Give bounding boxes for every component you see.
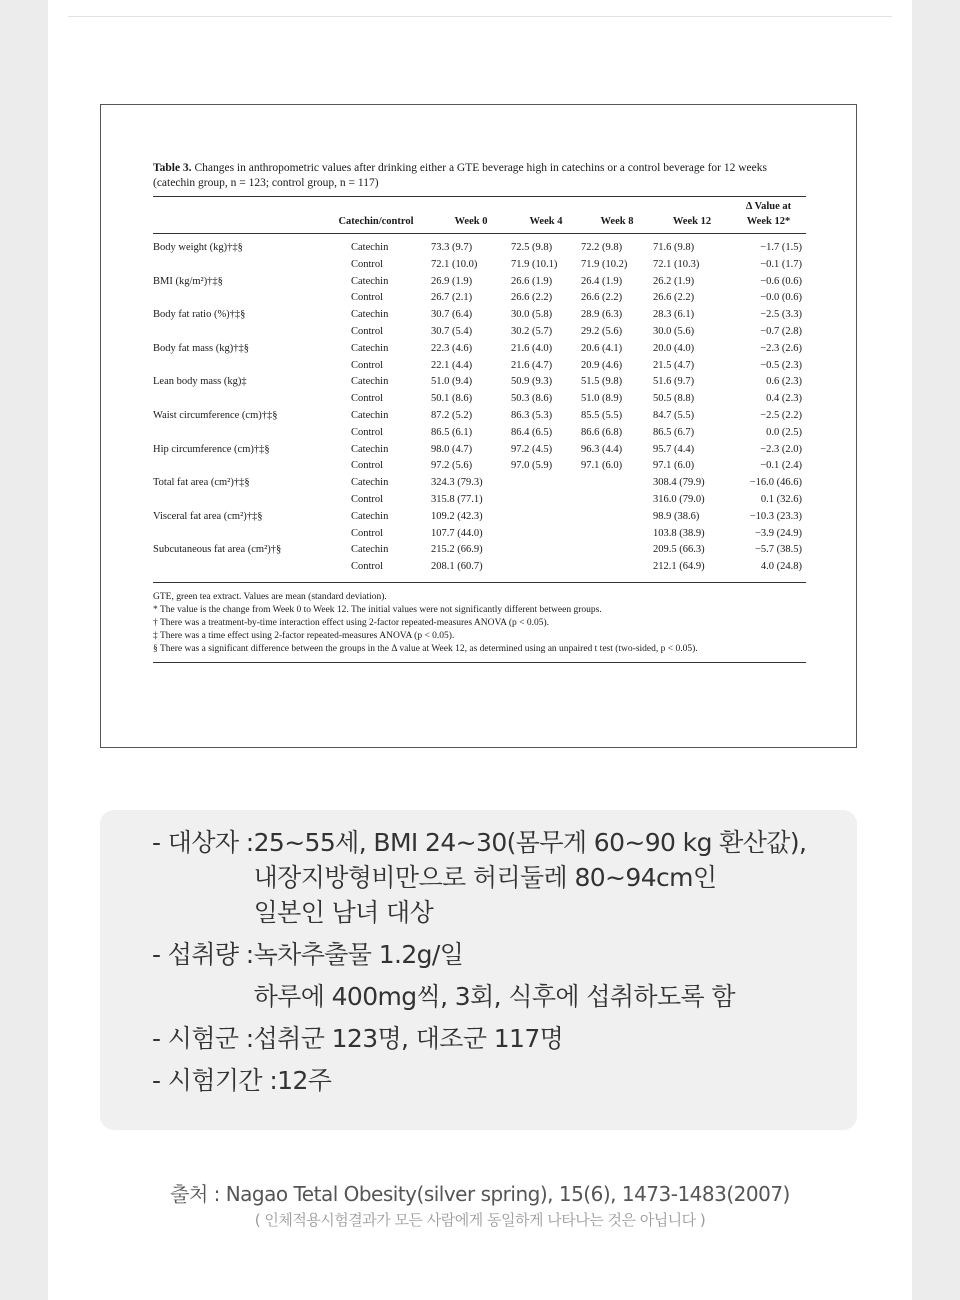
- table-row: [153, 374, 806, 391]
- cell-delta: −0.0 (0.6): [760, 292, 802, 304]
- cell-week0: 208.1 (60.7): [431, 561, 483, 573]
- cell-week0: 109.2 (42.3): [431, 510, 483, 522]
- cell-week12: 50.5 (8.8): [653, 393, 695, 405]
- cell-week4: 26.6 (1.9): [511, 275, 553, 287]
- cell-week12: 71.6 (9.8): [653, 242, 695, 253]
- cell-delta: −0.6 (0.6): [760, 275, 802, 287]
- groups-label: - 시험군 :: [152, 1024, 254, 1053]
- cell-week8: 85.5 (5.5): [581, 409, 623, 421]
- cell-week12: 51.6 (9.7): [653, 376, 695, 388]
- table-row: [153, 526, 806, 543]
- cell-group: Control: [351, 292, 384, 304]
- table-caption: [153, 161, 806, 191]
- cell-group: Control: [351, 426, 384, 438]
- table-row: [153, 442, 806, 459]
- groups-row: [152, 1022, 857, 1056]
- intake-line: 하루에 400mg씩, 3회, 식후에 섭취하도록 함: [253, 982, 735, 1011]
- cell-week12: 209.5 (66.3): [653, 544, 705, 556]
- cell-delta: −2.3 (2.6): [760, 342, 802, 354]
- cell-delta: −0.1 (2.4): [760, 460, 802, 472]
- study-info-box: [100, 810, 857, 1130]
- header-delta: [731, 197, 806, 234]
- subjects-line: 일본인 남녀 대상: [253, 898, 434, 927]
- cell-group: Catechin: [351, 477, 389, 489]
- cell-variable: [153, 425, 321, 442]
- cell-week8: 20.9 (4.6): [581, 359, 623, 371]
- table-row: [153, 391, 806, 408]
- disclaimer-text: ( 인체적용시험결과가 모든 사람에게 동일하게 나타나는 것은 아닙니다 ): [254, 1211, 706, 1229]
- cell-week4: [511, 492, 581, 509]
- cell-delta: −0.1 (1.7): [760, 258, 802, 270]
- study-table-figure: [100, 104, 857, 748]
- cell-group: Catechin: [351, 309, 389, 321]
- cell-variable: Waist circumference (cm)†‡§: [153, 409, 278, 421]
- header-delta-line2: Week 12*: [746, 216, 791, 227]
- period-row: [152, 1064, 857, 1098]
- cell-week0: 22.3 (4.6): [431, 342, 473, 354]
- cell-week8: [581, 526, 653, 543]
- cell-week0: 86.5 (6.1): [431, 426, 473, 438]
- cell-variable: [153, 526, 321, 543]
- cell-week12: 212.1 (64.9): [653, 561, 705, 573]
- cell-group: Catechin: [351, 376, 389, 388]
- cell-week8: [581, 559, 653, 576]
- anthropometric-table: [153, 197, 806, 583]
- cell-delta: −2.3 (2.0): [760, 443, 802, 455]
- table-row: [153, 290, 806, 307]
- cell-week8: 71.9 (10.2): [581, 258, 628, 270]
- cell-week8: 20.6 (4.1): [581, 342, 623, 354]
- table-row: [153, 341, 806, 358]
- table-body: [153, 240, 806, 576]
- intake-row: [152, 938, 857, 1014]
- cell-delta: 0.4 (2.3): [766, 393, 802, 405]
- cell-week4: [511, 475, 581, 492]
- intake-line: 녹차추출물 1.2g/일: [253, 940, 464, 969]
- period-value: 12주: [277, 1066, 332, 1095]
- cell-week12: 308.4 (79.9): [653, 477, 705, 489]
- cell-week8: 51.0 (8.9): [581, 393, 623, 405]
- cell-group: Control: [351, 393, 384, 405]
- table-row: [153, 542, 806, 559]
- header-delta-line1: Δ Value at: [745, 201, 792, 212]
- header-variable: [153, 197, 321, 234]
- subjects-value: [254, 826, 807, 930]
- cell-week0: 87.2 (5.2): [431, 409, 473, 421]
- cell-delta: −1.7 (1.5): [760, 242, 802, 253]
- subjects-line: 25~55세, BMI 24~30(몸무게 60~90 kg 환산값),: [253, 828, 807, 857]
- period-label: - 시험기간 :: [152, 1066, 278, 1095]
- cell-week0: 107.7 (44.0): [431, 527, 483, 539]
- cell-week8: 26.6 (2.2): [581, 292, 623, 304]
- table-row: [153, 307, 806, 324]
- table-note: GTE, green tea extract. Values are mean (standard deviation).: [153, 591, 387, 602]
- cell-week0: 22.1 (4.4): [431, 359, 473, 371]
- cell-week4: 30.0 (5.8): [511, 309, 553, 321]
- cell-variable: Total fat area (cm²)†‡§: [153, 477, 250, 489]
- cell-variable: Hip circumference (cm)†‡§: [153, 443, 270, 455]
- cell-week0: 215.2 (66.9): [431, 544, 483, 556]
- header-week4: Week 4: [529, 216, 563, 227]
- table-row: [153, 274, 806, 291]
- source-citation: 출처 : Nagao Tetal Obesity(silver spring), 15(6), 1473-1483(2007): [170, 1182, 790, 1206]
- cell-week0: 315.8 (77.1): [431, 493, 483, 505]
- cell-variable: Body fat mass (kg)†‡§: [153, 342, 249, 354]
- cell-group: Catechin: [351, 510, 389, 522]
- groups-value: 섭취군 123명, 대조군 117명: [253, 1024, 564, 1053]
- cell-week0: 30.7 (5.4): [431, 325, 473, 337]
- table-row: [153, 257, 806, 274]
- cell-week0: 72.1 (10.0): [431, 258, 478, 270]
- cell-week12: 98.9 (38.6): [653, 510, 700, 522]
- table-note: † There was a treatment-by-time interaction effect using 2-factor repeated-measures ANOVA (p < 0.05).: [153, 617, 550, 628]
- cell-delta: −2.5 (2.2): [760, 409, 802, 421]
- content-page: [48, 0, 912, 1300]
- cell-variable: [153, 257, 321, 274]
- table-row: [153, 475, 806, 492]
- cell-week8: 72.2 (9.8): [581, 242, 623, 253]
- cell-group: Catechin: [351, 242, 389, 253]
- cell-delta: −0.7 (2.8): [760, 325, 802, 337]
- cell-group: Control: [351, 359, 384, 371]
- cell-week4: [511, 509, 581, 526]
- cell-week8: [581, 475, 653, 492]
- cell-variable: [153, 492, 321, 509]
- cell-variable: [153, 559, 321, 576]
- cell-week0: 98.0 (4.7): [431, 443, 473, 455]
- header-group: Catechin/control: [338, 216, 414, 227]
- cell-delta: −5.7 (38.5): [754, 544, 802, 556]
- cell-week12: 72.1 (10.3): [653, 258, 700, 270]
- cell-week12: 21.5 (4.7): [653, 359, 695, 371]
- table-note: ‡ There was a time effect using 2-factor repeated-measures ANOVA (p < 0.05).: [153, 630, 455, 641]
- intake-label: - 섭취량 :: [152, 940, 254, 969]
- cell-week4: 86.4 (6.5): [511, 426, 553, 438]
- subjects-line: 내장지방형비만으로 허리둘레 80~94cm인: [253, 863, 717, 892]
- header-week0: Week 0: [454, 216, 488, 227]
- cell-week12: 86.5 (6.7): [653, 426, 695, 438]
- cell-week8: [581, 542, 653, 559]
- cell-week4: 72.5 (9.8): [511, 242, 553, 253]
- header-week8: Week 8: [600, 216, 634, 227]
- cell-week12: 28.3 (6.1): [653, 309, 695, 321]
- header-week12: Week 12: [672, 216, 712, 227]
- cell-group: Control: [351, 258, 384, 270]
- top-divider: [68, 16, 892, 17]
- subjects-label: - 대상자 :: [152, 828, 254, 857]
- cell-week4: 97.0 (5.9): [511, 460, 553, 472]
- cell-week12: 84.7 (5.5): [653, 409, 695, 421]
- cell-week12: 26.2 (1.9): [653, 275, 695, 287]
- cell-week8: 26.4 (1.9): [581, 275, 623, 287]
- cell-delta: 0.6 (2.3): [766, 376, 802, 388]
- cell-week12: 30.0 (5.6): [653, 325, 695, 337]
- cell-week12: 103.8 (38.9): [653, 527, 705, 539]
- cell-variable: Subcutaneous fat area (cm²)†§: [153, 544, 282, 556]
- cell-group: Control: [351, 527, 384, 539]
- cell-variable: Lean body mass (kg)‡: [153, 376, 247, 388]
- table-row: [153, 509, 806, 526]
- cell-variable: [153, 290, 321, 307]
- cell-group: Catechin: [351, 544, 389, 556]
- cell-group: Control: [351, 460, 384, 472]
- cell-week8: 96.3 (4.4): [581, 443, 623, 455]
- cell-variable: Body weight (kg)†‡§: [153, 242, 243, 253]
- cell-week8: 86.6 (6.8): [581, 426, 623, 438]
- cell-week4: 30.2 (5.7): [511, 325, 553, 337]
- cell-week8: [581, 509, 653, 526]
- table-caption-label: Table 3.: [153, 162, 192, 174]
- table-row: [153, 458, 806, 475]
- cell-week8: [581, 492, 653, 509]
- cell-week4: 21.6 (4.0): [511, 342, 553, 354]
- table-caption-text: Changes in anthropometric values after drinking either a GTE beverage high in catechins or a control beverage for 12 weeks (catechin group, n = 123; control group, n = 117): [153, 162, 767, 189]
- cell-week4: 50.9 (9.3): [511, 376, 553, 388]
- cell-week8: 28.9 (6.3): [581, 309, 623, 321]
- cell-week0: 50.1 (8.6): [431, 393, 473, 405]
- table-row: [153, 358, 806, 375]
- cell-delta: −2.5 (3.3): [760, 309, 802, 321]
- cell-week0: 26.9 (1.9): [431, 275, 473, 287]
- cell-week0: 97.2 (5.6): [431, 460, 473, 472]
- cell-week4: [511, 526, 581, 543]
- cell-variable: [153, 458, 321, 475]
- cell-week12: 20.0 (4.0): [653, 342, 695, 354]
- cell-group: Control: [351, 561, 384, 573]
- table-note: * The value is the change from Week 0 to Week 12. The initial values were not significantly different between groups.: [153, 604, 602, 615]
- cell-week8: 29.2 (5.6): [581, 325, 623, 337]
- cell-week4: 97.2 (4.5): [511, 443, 553, 455]
- cell-week4: 21.6 (4.7): [511, 359, 553, 371]
- table-row: [153, 492, 806, 509]
- cell-variable: BMI (kg/m²)†‡§: [153, 275, 223, 287]
- cell-delta: −16.0 (46.6): [749, 477, 802, 489]
- cell-delta: 0.1 (32.6): [760, 493, 802, 505]
- subjects-row: [152, 826, 857, 930]
- cell-group: Catechin: [351, 443, 389, 455]
- cell-week0: 324.3 (79.3): [431, 477, 483, 489]
- cell-delta: 4.0 (24.8): [760, 561, 802, 573]
- cell-group: Control: [351, 493, 384, 505]
- cell-variable: Body fat ratio (%)†‡§: [153, 309, 246, 321]
- table-end-rule: [153, 662, 806, 663]
- table-row: [153, 559, 806, 576]
- cell-delta: −3.9 (24.9): [754, 527, 802, 539]
- cell-week4: [511, 542, 581, 559]
- paper-table: [153, 161, 806, 663]
- cell-variable: Visceral fat area (cm²)†‡§: [153, 510, 263, 522]
- cell-delta: 0.0 (2.5): [766, 426, 802, 438]
- cell-week8: 51.5 (9.8): [581, 376, 623, 388]
- table-header-row: [153, 197, 806, 234]
- cell-week0: 26.7 (2.1): [431, 292, 473, 304]
- cell-week4: 50.3 (8.6): [511, 393, 553, 405]
- cell-week4: 26.6 (2.2): [511, 292, 553, 304]
- cell-week12: 26.6 (2.2): [653, 292, 695, 304]
- cell-week0: 73.3 (9.7): [431, 242, 473, 253]
- cell-week0: 30.7 (6.4): [431, 309, 473, 321]
- cell-week12: 95.7 (4.4): [653, 443, 695, 455]
- table-note: § There was a significant difference between the groups in the Δ value at Week 12, as determined using an unpaired t test (two-sided, p < 0.05).: [153, 643, 698, 654]
- cell-week4: 71.9 (10.1): [511, 258, 558, 270]
- cell-week4: [511, 559, 581, 576]
- cell-variable: [153, 324, 321, 341]
- table-row: [153, 324, 806, 341]
- table-row: [153, 408, 806, 425]
- cell-group: Catechin: [351, 342, 389, 354]
- cell-group: Catechin: [351, 409, 389, 421]
- intake-value: [254, 938, 735, 1014]
- table-row: [153, 425, 806, 442]
- cell-delta: −10.3 (23.3): [749, 510, 802, 522]
- cell-group: Catechin: [351, 275, 389, 287]
- cell-week12: 316.0 (79.0): [653, 493, 705, 505]
- cell-variable: [153, 358, 321, 375]
- cell-week4: 86.3 (5.3): [511, 409, 553, 421]
- cell-group: Control: [351, 325, 384, 337]
- cell-week0: 51.0 (9.4): [431, 376, 473, 388]
- cell-variable: [153, 391, 321, 408]
- table-notes: [153, 591, 806, 656]
- cell-delta: −0.5 (2.3): [760, 359, 802, 371]
- table-row: [153, 240, 806, 257]
- cell-week8: 97.1 (6.0): [581, 460, 623, 472]
- cell-week12: 97.1 (6.0): [653, 460, 695, 472]
